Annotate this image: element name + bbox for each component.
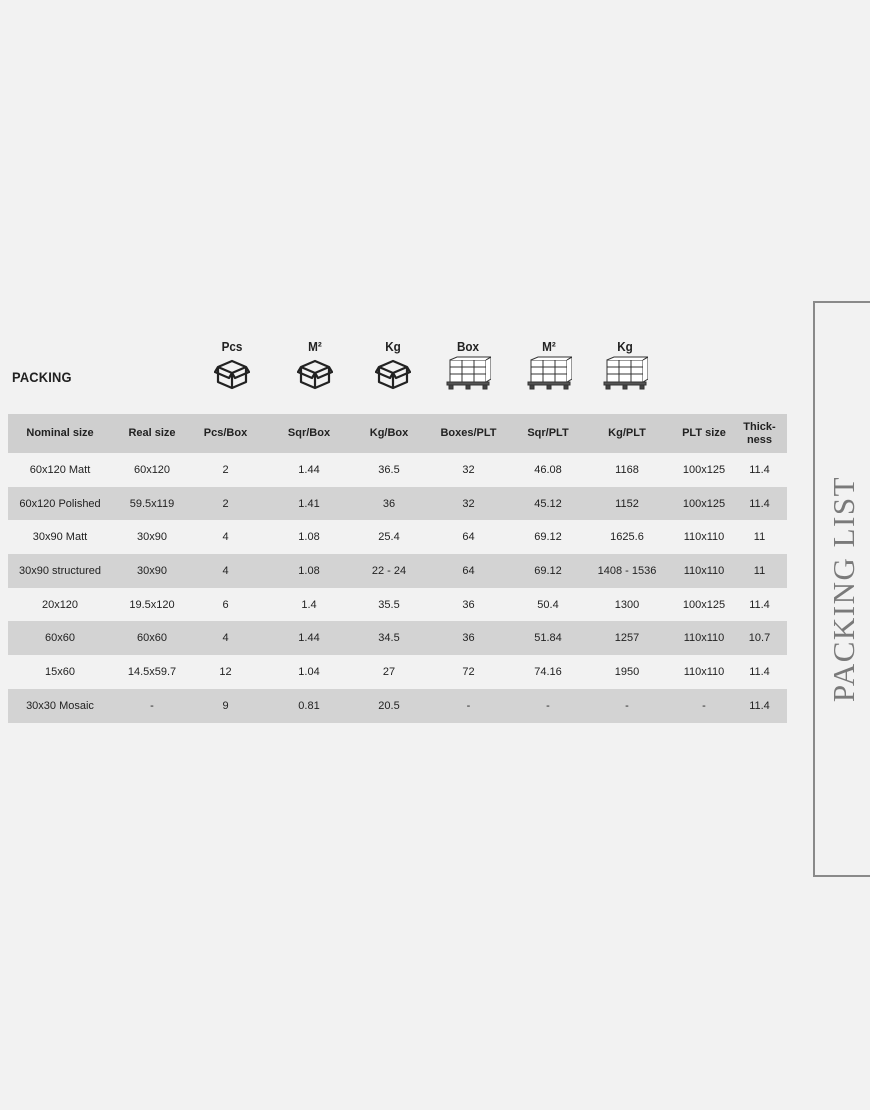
table-cell: 14.5x59.7 <box>112 655 192 689</box>
table-cell: 100x125 <box>676 588 732 622</box>
table-cell: 1300 <box>578 588 676 622</box>
table-cell: 36 <box>419 588 518 622</box>
icon-label-box: Box <box>456 339 480 354</box>
table-cell: 36 <box>359 487 419 521</box>
pcs-per-box-icon-cell <box>202 340 262 390</box>
table-cell: - <box>676 689 732 723</box>
table-cell: 1950 <box>578 655 676 689</box>
table-cell: 110x110 <box>676 621 732 655</box>
table-cell: 11.4 <box>732 689 787 723</box>
table-cell: 11.4 <box>732 487 787 521</box>
table-cell: 1.44 <box>259 621 359 655</box>
table-cell: 36.5 <box>359 453 419 487</box>
table-cell: 1625.6 <box>578 520 676 554</box>
table-row <box>8 689 787 723</box>
table-cell: 30x90 Matt <box>8 520 112 554</box>
column-header: Real size <box>112 414 192 453</box>
table-cell: 46.08 <box>518 453 578 487</box>
box-icon <box>214 356 250 390</box>
table-cell: 1.04 <box>259 655 359 689</box>
table-row <box>8 554 787 588</box>
table-cell: 45.12 <box>518 487 578 521</box>
icon-label-m2: M² <box>308 339 322 354</box>
table-cell: 27 <box>359 655 419 689</box>
table-cell: 11.4 <box>732 453 787 487</box>
column-header: Boxes/PLT <box>419 414 518 453</box>
table-cell: 30x30 Mosaic <box>8 689 112 723</box>
pallet-icon <box>526 356 572 390</box>
column-header: Nominal size <box>8 414 112 453</box>
icon-label-kg-pallet: Kg <box>617 339 633 354</box>
table-cell: 1.08 <box>259 554 359 588</box>
icon-label-kg: Kg <box>385 339 401 354</box>
table-cell: 30x90 <box>112 520 192 554</box>
column-header: Kg/Box <box>359 414 419 453</box>
table-cell: 6 <box>192 588 259 622</box>
table-row <box>8 487 787 521</box>
icon-label-m2-pallet: M² <box>542 339 556 354</box>
box-icon <box>375 356 411 390</box>
table-cell: 51.84 <box>518 621 578 655</box>
table-cell: 22 - 24 <box>359 554 419 588</box>
table-cell: 11 <box>732 520 787 554</box>
table-cell: 10.7 <box>732 621 787 655</box>
table-cell: 110x110 <box>676 554 732 588</box>
table-cell: 19.5x120 <box>112 588 192 622</box>
table-cell: - <box>518 689 578 723</box>
column-header: PLT size <box>676 414 732 453</box>
table-cell: - <box>578 689 676 723</box>
icon-label-pcs: Pcs <box>221 339 243 354</box>
table-cell: 4 <box>192 554 259 588</box>
table-cell: 60x120 <box>112 453 192 487</box>
table-cell: 15x60 <box>8 655 112 689</box>
table-cell: 74.16 <box>518 655 578 689</box>
table-cell: 1257 <box>578 621 676 655</box>
pallet-icon <box>445 356 491 390</box>
column-header: Sqr/Box <box>259 414 359 453</box>
table-cell: 4 <box>192 621 259 655</box>
table-cell: 32 <box>419 453 518 487</box>
packing-title: PACKING <box>12 369 72 385</box>
table-cell: 69.12 <box>518 554 578 588</box>
table-cell: 60x60 <box>8 621 112 655</box>
column-header: Sqr/PLT <box>518 414 578 453</box>
table-cell: 110x110 <box>676 520 732 554</box>
table-cell: 30x90 structured <box>8 554 112 588</box>
table-cell: 1.41 <box>259 487 359 521</box>
table-cell: 2 <box>192 453 259 487</box>
kg-per-box-icon-cell <box>363 340 423 390</box>
table-cell: 64 <box>419 554 518 588</box>
table-row <box>8 655 787 689</box>
sqr-per-box-icon-cell <box>285 340 345 390</box>
table-cell: - <box>112 689 192 723</box>
table-cell: 11.4 <box>732 588 787 622</box>
table-cell: 11.4 <box>732 655 787 689</box>
table-cell: 1.4 <box>259 588 359 622</box>
column-header: Kg/PLT <box>578 414 676 453</box>
table-cell: 30x90 <box>112 554 192 588</box>
table-cell: 1152 <box>578 487 676 521</box>
table-row <box>8 588 787 622</box>
side-panel <box>813 301 870 877</box>
table-cell: 60x60 <box>112 621 192 655</box>
table-cell: 72 <box>419 655 518 689</box>
table-cell: 1408 - 1536 <box>578 554 676 588</box>
table-header-row <box>8 414 787 453</box>
table-cell: - <box>419 689 518 723</box>
table-row <box>8 453 787 487</box>
table-cell: 11 <box>732 554 787 588</box>
box-icon <box>297 356 333 390</box>
packing-table <box>8 414 787 723</box>
table-cell: 0.81 <box>259 689 359 723</box>
table-cell: 60x120 Polished <box>8 487 112 521</box>
column-header: Pcs/Box <box>192 414 259 453</box>
table-cell: 1168 <box>578 453 676 487</box>
table-row <box>8 621 787 655</box>
packing-icons-row <box>0 340 800 396</box>
table-cell: 1.44 <box>259 453 359 487</box>
table-cell: 1.08 <box>259 520 359 554</box>
table-cell: 50.4 <box>518 588 578 622</box>
packing-table-body <box>8 453 787 723</box>
table-cell: 64 <box>419 520 518 554</box>
table-cell: 32 <box>419 487 518 521</box>
table-cell: 12 <box>192 655 259 689</box>
table-cell: 35.5 <box>359 588 419 622</box>
table-cell: 100x125 <box>676 453 732 487</box>
table-cell: 20.5 <box>359 689 419 723</box>
pallet-icon <box>602 356 648 390</box>
table-cell: 100x125 <box>676 487 732 521</box>
table-cell: 110x110 <box>676 655 732 689</box>
table-cell: 2 <box>192 487 259 521</box>
side-panel-title: PACKING LIST <box>826 475 861 703</box>
boxes-per-pallet-icon-cell <box>438 340 498 390</box>
column-header: Thick- ness <box>732 414 787 453</box>
table-cell: 20x120 <box>8 588 112 622</box>
table-cell: 4 <box>192 520 259 554</box>
table-cell: 69.12 <box>518 520 578 554</box>
table-cell: 34.5 <box>359 621 419 655</box>
table-cell: 9 <box>192 689 259 723</box>
table-cell: 59.5x119 <box>112 487 192 521</box>
kg-per-pallet-icon-cell <box>595 340 655 390</box>
sqr-per-pallet-icon-cell <box>519 340 579 390</box>
table-cell: 25.4 <box>359 520 419 554</box>
table-row <box>8 520 787 554</box>
table-cell: 36 <box>419 621 518 655</box>
table-cell: 60x120 Matt <box>8 453 112 487</box>
